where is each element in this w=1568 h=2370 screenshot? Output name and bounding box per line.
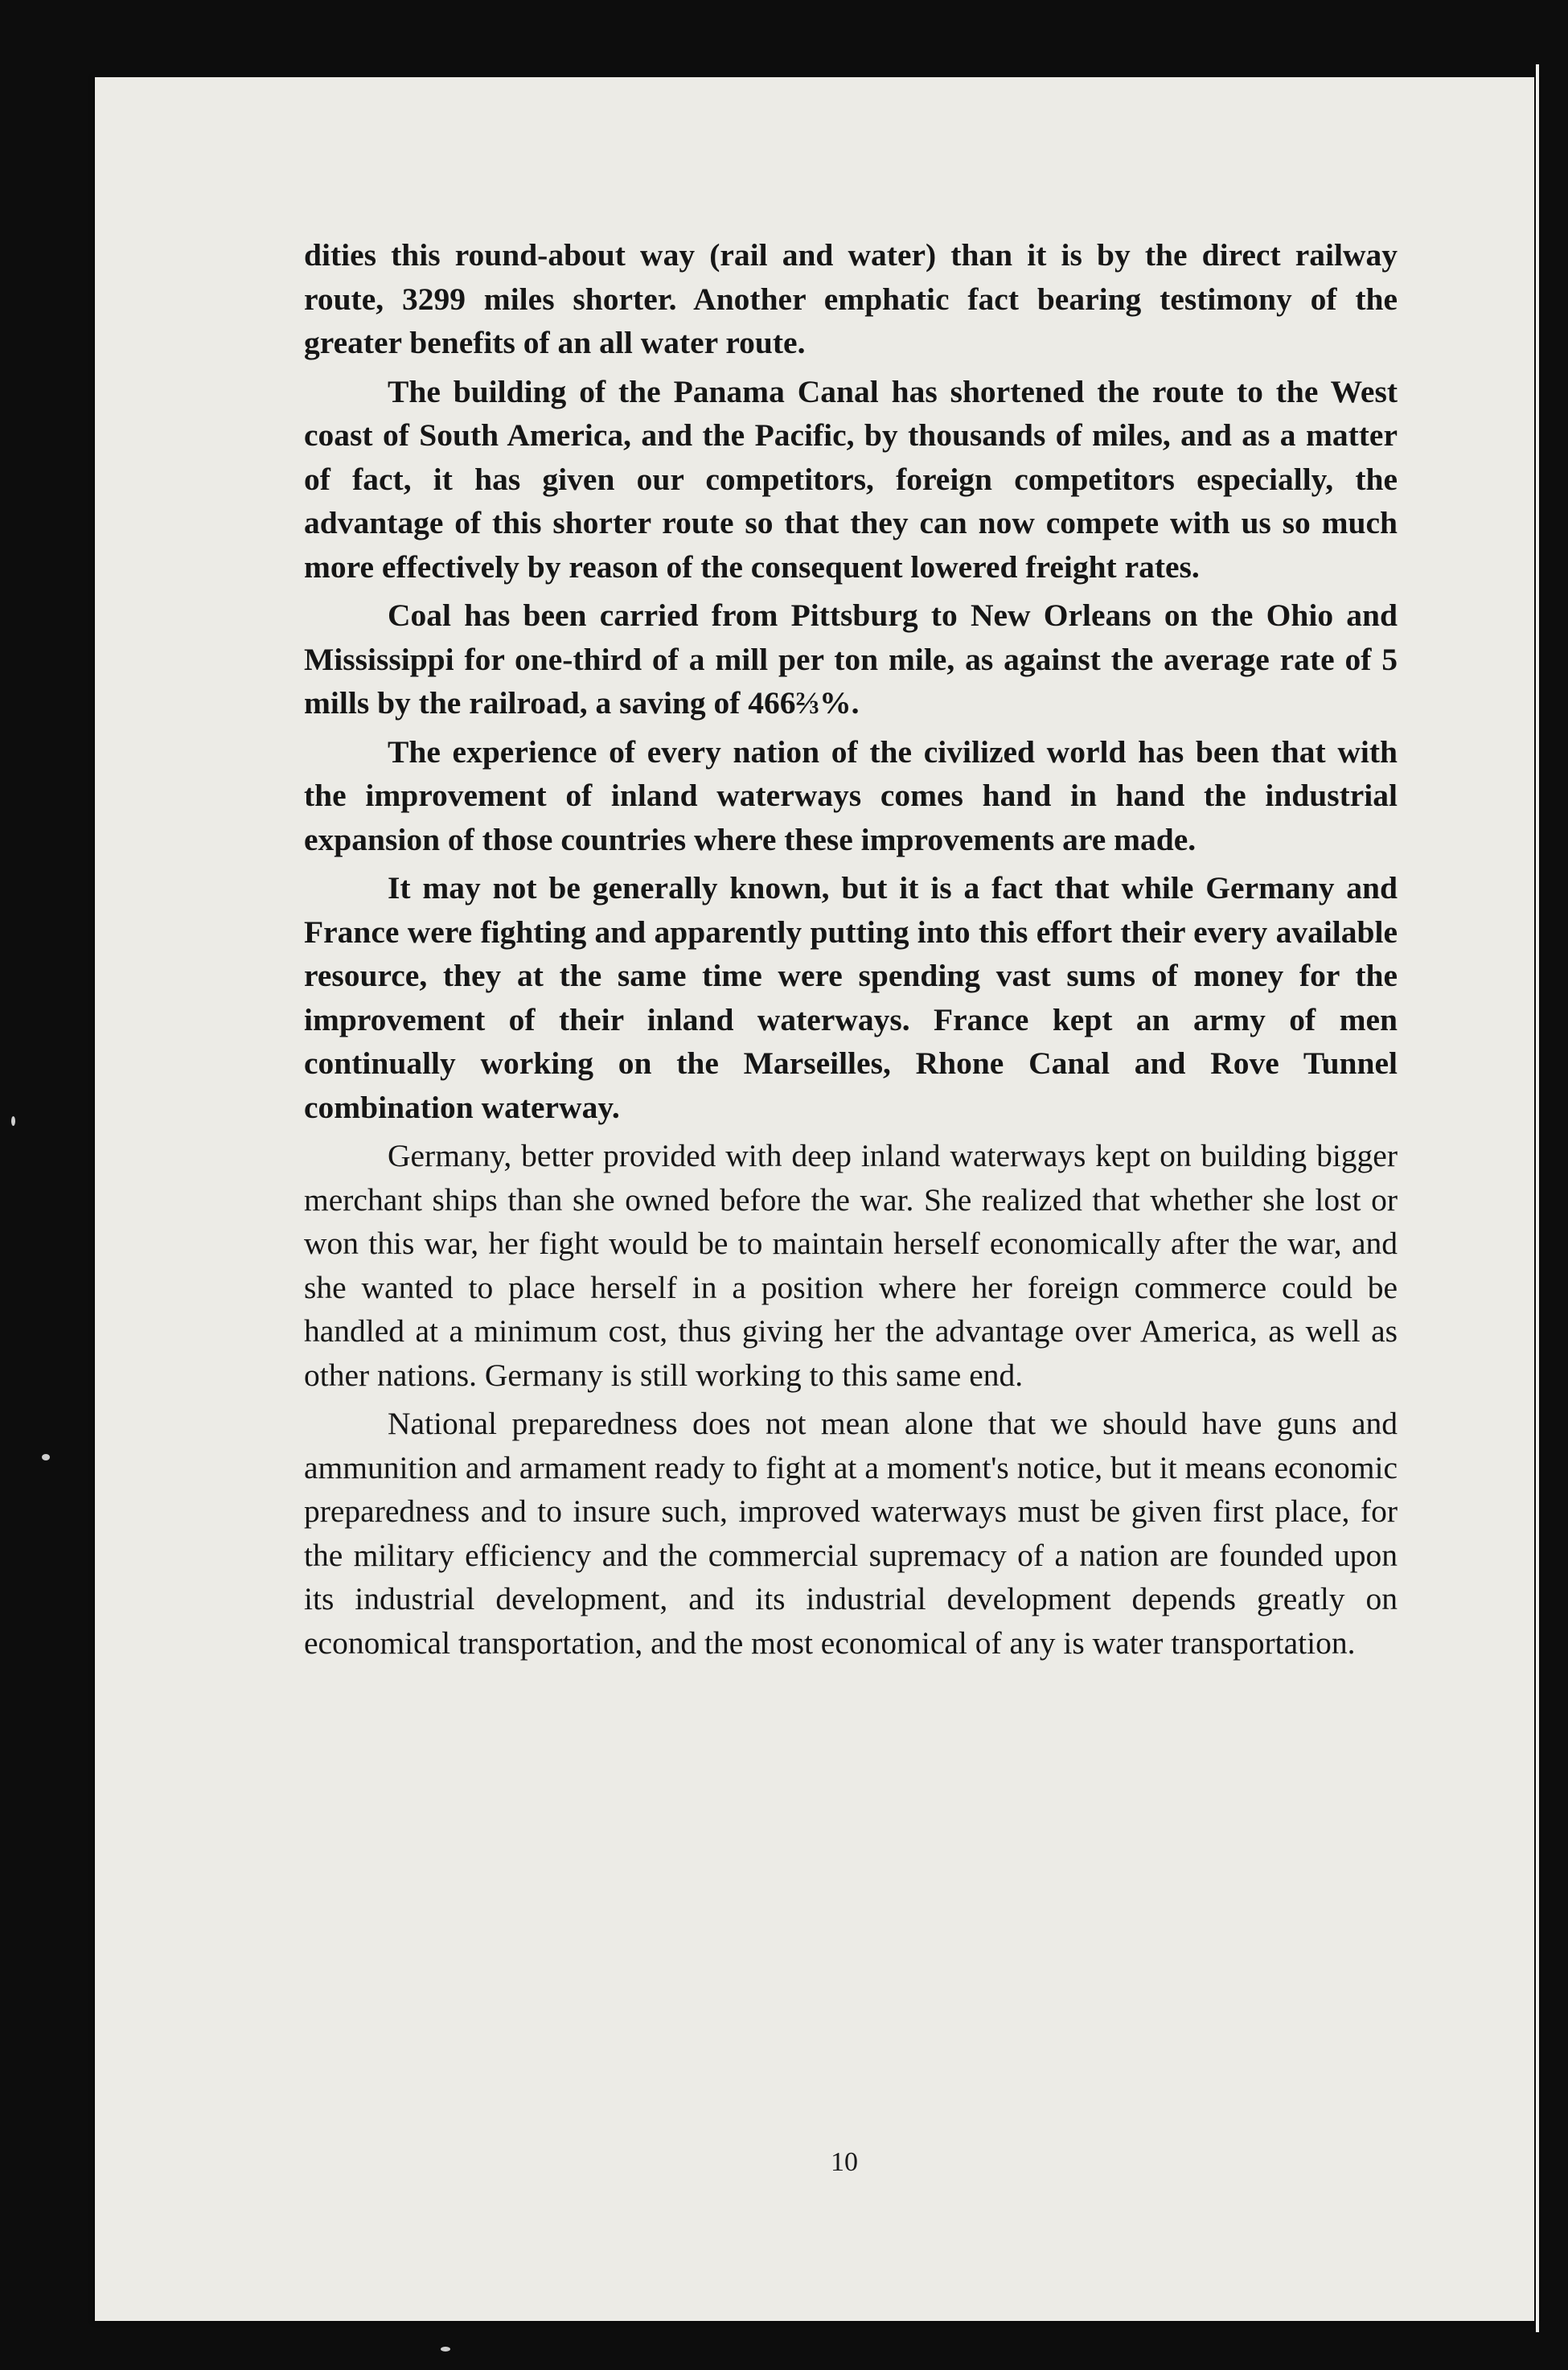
paragraph-4: The experience of every nation of the civilized world has been that with the improvement of inland waterways comes hand in hand the industrial expansion of those countries where these improvements are made.	[304, 733, 1398, 857]
body-text	[304, 233, 1398, 1670]
paragraph-1: dities this round-about way (rail and water) than it is by the direct railway route, 3299 miles shorter. Another emphatic fact bearing testimony of the greater benefits of an all water route.	[304, 237, 1398, 360]
scan-speck	[11, 1116, 15, 1126]
paragraph-7: National preparedness does not mean alone that we should have guns and ammunition and armament ready to fight at a moment's notice, but it means economic preparedness and to insure such, improved waterways must be given first place, for the military efficiency and the commercial supremacy of a nation are founded upon its industrial development, and its industrial development depends greatly on economical transportation, and the most economical of any is water transportation.	[304, 1406, 1398, 1661]
scan-speck	[441, 2347, 450, 2352]
page-number: 10	[831, 2147, 858, 2177]
paragraph-2: The building of the Panama Canal has shortened the route to the West coast of South America, and the Pacific, by thousands of miles, and as a matter of fact, it has given our competitors, foreign competitors especially, the advantage of this shorter route so that they can now compete with us so much more effectively by reason of the consequent lowered freight rates.	[304, 373, 1398, 585]
page-edge	[1536, 64, 1539, 2332]
paragraph-3: Coal has been carried from Pittsburg to New Orleans on the Ohio and Mississippi for one-third of a mill per ton mile, as against the average rate of 5 mills by the railroad, a saving of 466⅔%.	[304, 598, 1398, 721]
paragraph-5: It may not be generally known, but it is a fact that while Germany and France were fighting and apparently putting into this effort their every available resource, they at the same time were spending vast sums of money for the improvement of their inland waterways. France kept an army of men continually working on the Marseilles, Rhone Canal and Rove Tunnel combination waterway.	[304, 870, 1398, 1125]
paragraph-6: Germany, better provided with deep inland waterways kept on building bigger merchant ships than she owned before the war. She realized that whether she lost or won this war, her fight would be to maintain herself economically after the war, and she wanted to place herself in a position where her foreign commerce could be handled at a minimum cost, thus giving her the advantage over America, as well as other nations. Germany is still working to this same end.	[304, 1138, 1398, 1393]
scan-speck	[42, 1454, 50, 1460]
